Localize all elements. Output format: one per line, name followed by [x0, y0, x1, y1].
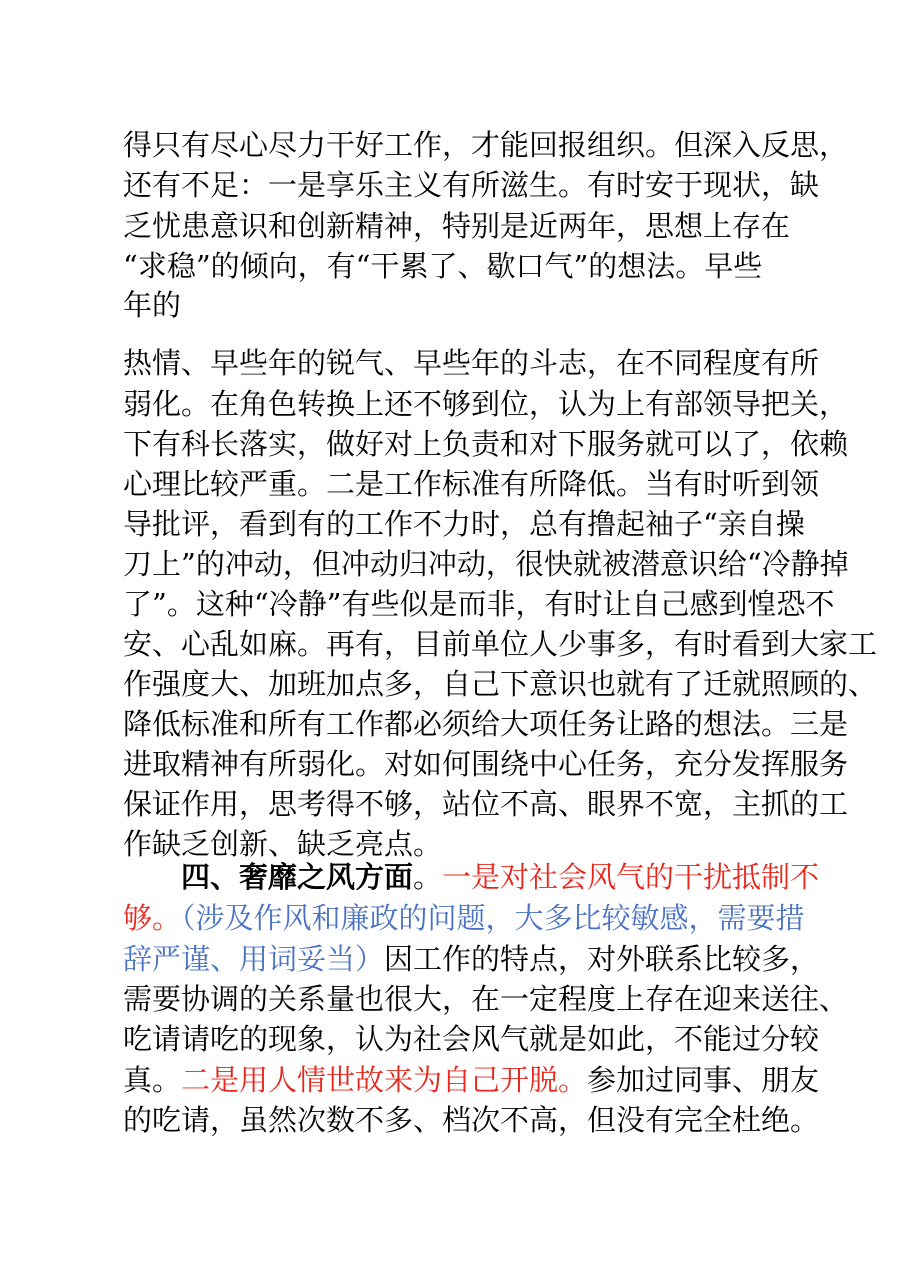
paragraph-2-line-2: 弱化。在角色转换上还不够到位，认为上有部领导把关，	[123, 387, 849, 421]
paragraph-2-line-3: 下有科长落实，做好对上负责和对下服务就可以了，依赖	[123, 427, 849, 461]
section-4-line-1	[181, 857, 819, 897]
paragraph-2-line-12: 保证作用，思考得不够，站位不高、眼界不宽，主抓的工	[123, 787, 849, 821]
section-4-text-a: 因工作的特点，对外联系比较多，	[384, 942, 820, 976]
paragraph-1-line-5: 年的	[123, 288, 182, 322]
section-4-line-5: 吃请请吃的现象，认为社会风气就是如此，不能过分较	[123, 1022, 820, 1056]
paragraph-2-line-6: 刀上”的冲动，但冲动归冲动，很快就被潜意识给“冷静掉	[123, 547, 849, 581]
section-4-line-4: 需要协调的关系量也很大，在一定程度上存在迎来送往、	[123, 982, 849, 1016]
paragraph-1-line-1: 得只有尽心尽力干好工作，才能回报组织。但深入反思，	[123, 128, 849, 162]
section-4-heading-period: 。	[413, 860, 443, 894]
paragraph-2-line-1: 热情、早些年的锐气、早些年的斗志，在不同程度有所	[123, 346, 820, 380]
section-4-line-6	[123, 1060, 819, 1100]
paragraph-2-line-4: 心理比较严重。二是工作标准有所降低。当有时听到领	[123, 467, 820, 501]
red-highlight-1b: 够。	[123, 901, 182, 935]
paragraph-2-line-5: 导批评，看到有的工作不力时，总有撸起袖子“亲自操	[123, 507, 805, 541]
paragraph-2-line-10: 降低标准和所有工作都必须给大项任务让路的想法。三是	[123, 707, 849, 741]
red-highlight-2: 二是用人情世故来为自己开脱。	[181, 1063, 588, 1097]
red-highlight-1a: 一是对社会风气的干扰抵制不	[442, 860, 820, 894]
section-4-line-3	[123, 939, 819, 979]
section-4-heading: 四、奢靡之风方面	[181, 860, 414, 894]
paragraph-2-line-13: 作缺乏创新、缺乏亮点。	[123, 827, 443, 861]
section-4-line-2	[123, 898, 805, 938]
section-4-text-e: 参加过同事、朋友	[587, 1063, 820, 1097]
section-4-text-d: 真。	[123, 1063, 182, 1097]
paragraph-2-line-7: 了”。这种“冷静”有些似是而非，有时让自己感到惶恐不	[123, 587, 835, 621]
paragraph-2-line-9: 作强度大、加班加点多，自己下意识也就有了迁就照顾的、	[123, 667, 878, 701]
paragraph-1-line-4: “求稳”的倾向，有“干累了、歇口气”的想法。早些	[123, 249, 763, 283]
paragraph-1-line-2: 还有不足：一是享乐主义有所滋生。有时安于现状，缺	[123, 168, 820, 202]
blue-note-b: 辞严谨、用词妥当）	[123, 942, 385, 976]
paragraph-2-line-8: 安、心乱如麻。再有，目前单位人少事多，有时看到大家工	[123, 627, 878, 661]
blue-note-a: （涉及作风和廉政的问题，大多比较敏感，需要措	[181, 901, 805, 935]
section-4-line-7: 的吃请，虽然次数不多、档次不高，但没有完全杜绝。	[123, 1103, 820, 1137]
paragraph-2-line-11: 进取精神有所弱化。对如何围绕中心任务，充分发挥服务	[123, 747, 849, 781]
paragraph-1-line-3: 乏忧患意识和创新精神，特别是近两年，思想上存在	[123, 209, 791, 243]
